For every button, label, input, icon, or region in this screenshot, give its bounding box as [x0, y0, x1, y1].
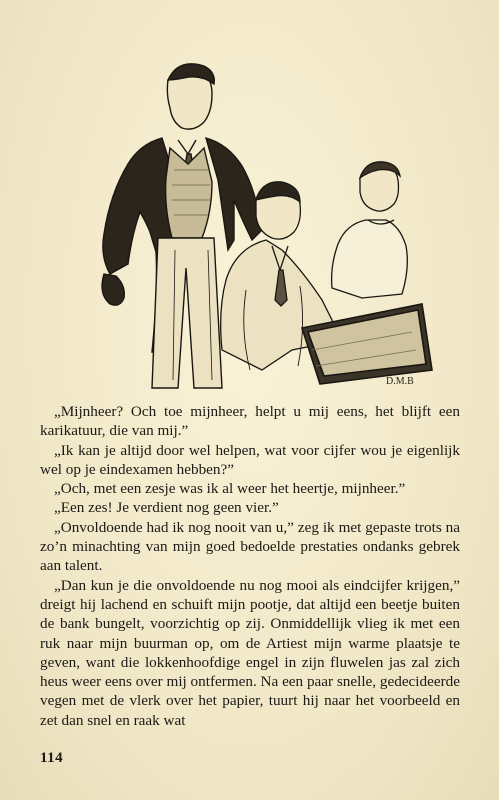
- illustration: [50, 50, 450, 395]
- paragraph-3: „Och, met een zesje was ik al weer het heertje, mijnheer.”: [54, 480, 406, 498]
- paragraph-5: „Onvoldoende had ik nog nooit van u,” zeg ik met gepaste trots na zo’n minachting van mijn goed bedoelde prestaties ondanks gebrek aan talent.: [40, 518, 460, 575]
- body-text: [40, 402, 460, 730]
- artist-signature: D.M.B: [386, 376, 414, 387]
- page-number: 114: [40, 750, 64, 766]
- paragraph-1: „Mijnheer? Och toe mijnheer, helpt u mij eens, het blijft een karikatuur, die van mij.”: [40, 403, 460, 440]
- boy-figure: [332, 162, 408, 298]
- paragraph-2: „Ik kan je altijd door wel helpen, wat voor cijfer wou je eigenlijk wel op je eindexamen hebben?”: [40, 441, 460, 478]
- paragraph-6: „Dan kun je die onvoldoende nu nog mooi als eindcijfer krijgen,” dreigt hij lachend en schuift mijn pootje, dat altijd een beetje buiten de bank bungelt, voorzichtig op zij. Onmiddellijk vlieg ik met een ruk naar mijn buurman op, om de Artiest mijn warme plaatsje te geven, want die lokkenhoofdige engel in zijn fluwelen jas zal zich heus weer eens over mij ontfermen. Na een paar snelle, gedecideerde vegen met de vlerk over het papier, tuurt hij naar het voorbeeld en zet dan snel en raak wat: [40, 576, 460, 729]
- paragraph-4: „Een zes! Je verdient nog geen vier.”: [54, 499, 279, 517]
